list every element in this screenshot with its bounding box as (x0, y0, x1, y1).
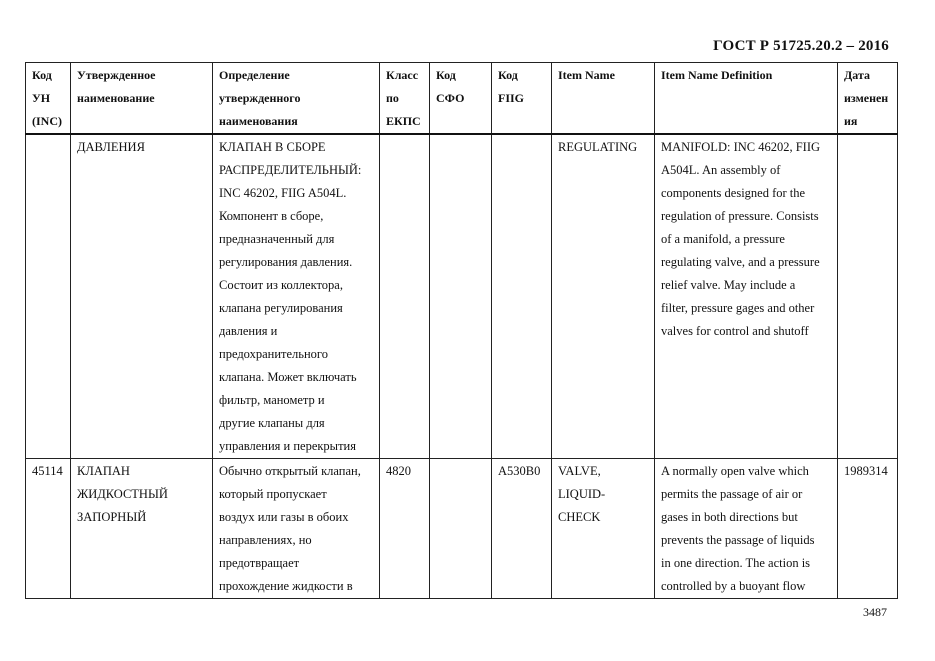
cell-definition (213, 134, 380, 459)
text-line: regulating valve, and a pressure (661, 255, 820, 269)
header-line: FIIG (498, 91, 525, 105)
text-line: gases in both directions but (661, 510, 798, 524)
cell-ekps-class (380, 134, 430, 459)
cell-inc (26, 134, 71, 459)
text-line: Обычно открытый клапан, (219, 464, 361, 478)
text-line: controlled by a buoyant flow (661, 579, 806, 593)
table-row (26, 459, 898, 599)
column-header-definition (213, 63, 380, 135)
column-header-item-name-definition (655, 63, 838, 135)
text-line: регулирования давления. (219, 255, 353, 269)
text-line: фильтр, манометр и (219, 393, 325, 407)
text-line: воздух или газы в обоих (219, 510, 349, 524)
document-code: ГОСТ Р 51725.20.2 – 2016 (713, 38, 889, 54)
text-line: REGULATING (558, 140, 638, 154)
cell-definition (213, 459, 380, 599)
text-line: предохранительного (219, 347, 329, 361)
cell-change-date: 1989314 (838, 459, 898, 599)
cell-sfo-code (430, 134, 492, 459)
text-line: предназначенный для (219, 232, 335, 246)
table-header-row (26, 63, 898, 135)
cell-approved-name (71, 134, 213, 459)
text-line: ДАВЛЕНИЯ (77, 140, 145, 154)
text-line: клапана. Может включать (219, 370, 357, 384)
text-line: РАСПРЕДЕЛИТЕЛЬНЫЙ: (219, 163, 362, 177)
header-line: Item Name (558, 68, 615, 82)
cell-ekps-class: 4820 (380, 459, 430, 599)
text-line: ЖИДКОСТНЫЙ (77, 487, 168, 501)
cell-inc: 45114 (26, 459, 71, 599)
text-line: A504L. An assembly of (661, 163, 781, 177)
text-line: управления и перекрытия (219, 439, 356, 453)
column-header-fiig-code (492, 63, 552, 135)
header-line: Определение (219, 68, 290, 82)
column-header-ekps-class (380, 63, 430, 135)
text-line: valves for control and shutoff (661, 324, 809, 338)
text-line: прохождение жидкости в (219, 579, 353, 593)
page-number: 3487 (863, 605, 887, 619)
text-line: MANIFOLD: INC 46202, FIIG (661, 140, 821, 154)
text-line: который пропускает (219, 487, 327, 501)
header-line: ия (844, 114, 858, 128)
text-line: LIQUID- (558, 487, 606, 501)
text-line: in one direction. The action is (661, 556, 811, 570)
text-line: предотвращает (219, 556, 300, 570)
cell-sfo-code (430, 459, 492, 599)
text-line: давления и (219, 324, 278, 338)
header-line: наименование (77, 91, 155, 105)
header-line: утвержденного (219, 91, 301, 105)
cell-approved-name (71, 459, 213, 599)
text-line: КЛАПАН (77, 464, 130, 478)
text-line: клапана регулирования (219, 301, 343, 315)
table-row (26, 134, 898, 459)
text-line: ЗАПОРНЫЙ (77, 510, 147, 524)
header-line: по (386, 91, 399, 105)
header-line: УН (32, 91, 51, 105)
header-line: Код (32, 68, 52, 82)
text-line: КЛАПАН В СБОРЕ (219, 140, 326, 154)
cell-item-name (552, 134, 655, 459)
header-line: СФО (436, 91, 465, 105)
column-header-sfo-code (430, 63, 492, 135)
header-line: ЕКПС (386, 114, 421, 128)
text-line: INC 46202, FIIG A504L. (219, 186, 347, 200)
text-line: regulation of pressure. Consists (661, 209, 819, 223)
column-header-approved-name (71, 63, 213, 135)
cell-fiig-code (492, 134, 552, 459)
nomenclature-table (25, 62, 898, 599)
text-line: prevents the passage of liquids (661, 533, 815, 547)
header-line: (INC) (32, 114, 62, 128)
text-line: filter, pressure gages and other (661, 301, 815, 315)
text-line: направлениях, но (219, 533, 312, 547)
header-line: Утвержденное (77, 68, 156, 82)
cell-item-name (552, 459, 655, 599)
header-line: Класс (386, 68, 419, 82)
header-line: Код (436, 68, 456, 82)
text-line: A normally open valve which (661, 464, 809, 478)
cell-change-date (838, 134, 898, 459)
column-header-change-date (838, 63, 898, 135)
column-header-item-name (552, 63, 655, 135)
header-line: Код (498, 68, 518, 82)
text-line: Состоит из коллектора, (219, 278, 343, 292)
text-line: components designed for the (661, 186, 806, 200)
text-line: VALVE, (558, 464, 601, 478)
header-line: наименования (219, 114, 298, 128)
header-line: изменен (844, 91, 889, 105)
header-line: Дата (844, 68, 870, 82)
text-line: relief valve. May include a (661, 278, 796, 292)
cell-item-name-definition (655, 459, 838, 599)
cell-item-name-definition (655, 134, 838, 459)
text-line: Компонент в сборе, (219, 209, 324, 223)
cell-fiig-code: A530B0 (492, 459, 552, 599)
header-line: Item Name Definition (661, 68, 773, 82)
column-header-inc (26, 63, 71, 135)
text-line: CHECK (558, 510, 601, 524)
text-line: of a manifold, a pressure (661, 232, 785, 246)
text-line: другие клапаны для (219, 416, 325, 430)
text-line: permits the passage of air or (661, 487, 803, 501)
